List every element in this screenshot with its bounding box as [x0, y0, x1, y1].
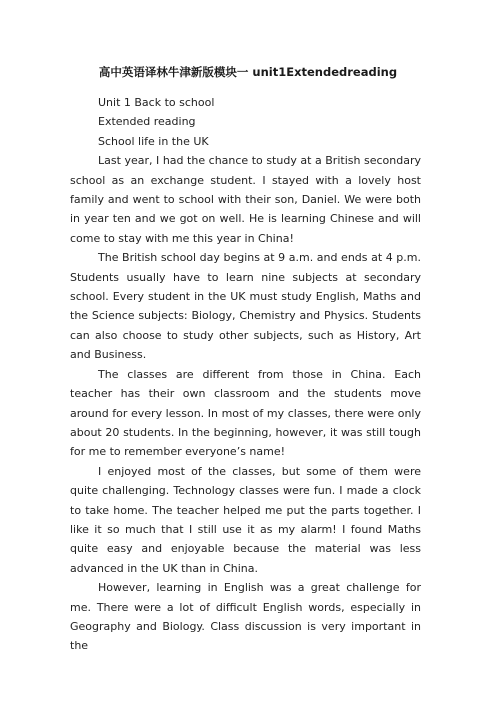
unit-heading: Unit 1 Back to school: [98, 96, 215, 109]
document-title: 高中英语译林牛津新版模块一 unit1Extendedreading: [98, 65, 398, 79]
paragraph: I enjoyed most of the classes, but some of them were quite challenging. Technology classes were fun. I made a clock to take home. The teacher helped me put the parts together. I like it so much that I still use it as my alarm! I found Maths quite easy and enjoyable because the material was less advanced in the UK than in China.: [70, 464, 421, 575]
paragraph: Last year, I had the chance to study at a British secondary school as an exchange student. I stayed with a lovely host family and went to school with their son, Daniel. We were both in year ten and we got on well. He is learning Chinese and will come to stay with me this year in China!: [70, 154, 421, 245]
article-title: School life in the UK: [98, 134, 209, 148]
document-body: [70, 93, 421, 656]
paragraph: The British school day begins at 9 a.m. and ends at 4 p.m. Students usually have to learn nine subjects at secondary school. Every student in the UK must study English, Maths and the Science subjects: Biology, Chemistry and Physics. Students can also choose to study other subjects, such as History, Art and Business.: [70, 251, 421, 362]
paragraph: However, learning in English was a great challenge for me. There were a lot of difficult English words, especially in Geography and Biology. Class discussion is very important in the: [70, 581, 421, 653]
paragraph: The classes are different from those in China. Each teacher has their own classroom and the students move around for every lesson. In most of my classes, there were only about 20 students. In the beginning, however, it was still tough for me to remember everyone’s name!: [70, 367, 421, 459]
section-heading: Extended reading: [98, 115, 196, 129]
